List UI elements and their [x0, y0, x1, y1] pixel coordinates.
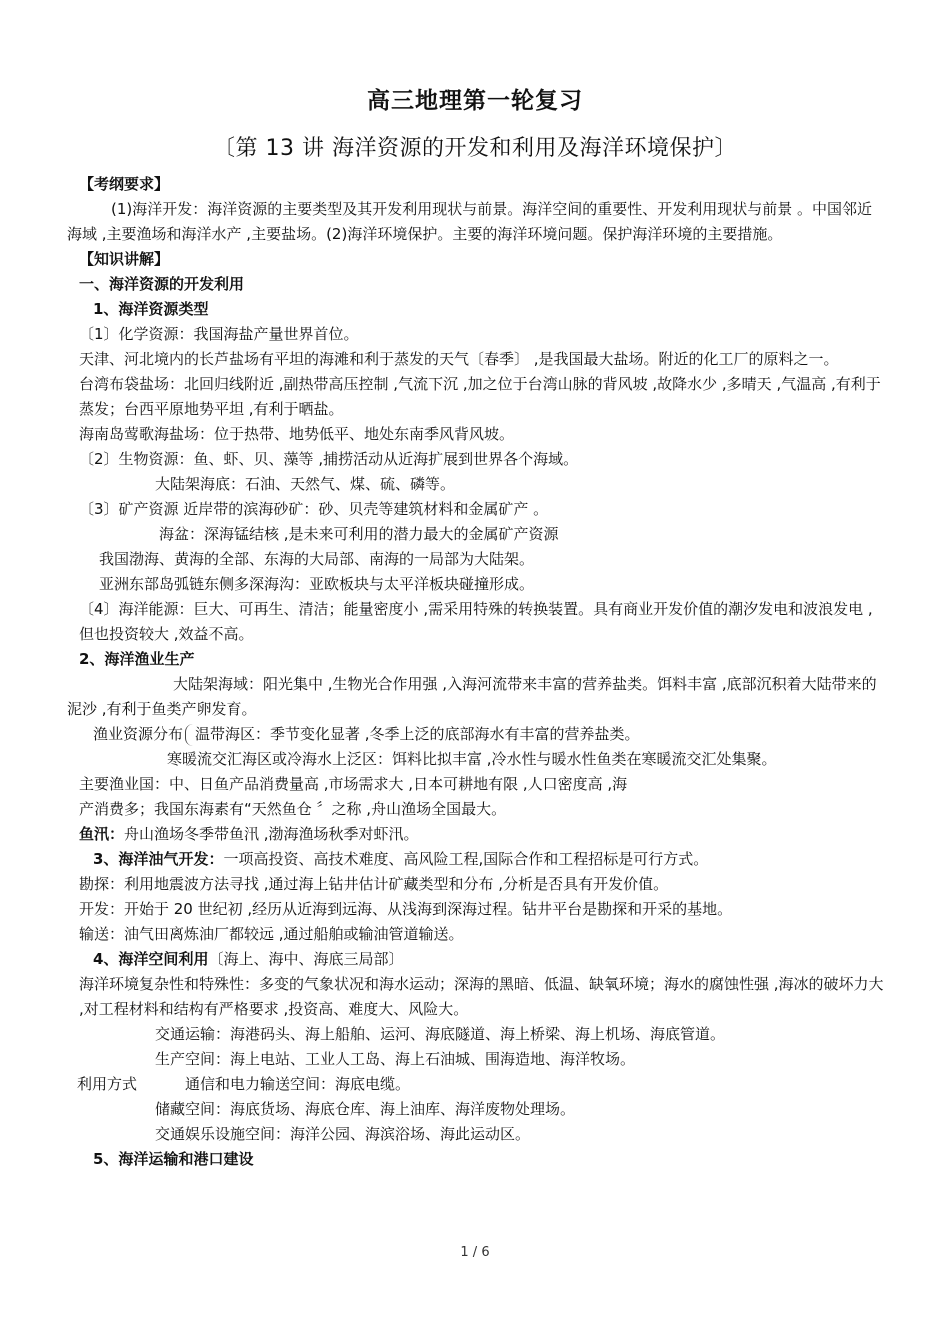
- use-methods-block: [67, 1022, 885, 1147]
- subsection-5-heading: 5、海洋运输和港口建设: [93, 1150, 254, 1168]
- fish-country-1: 主要渔业国：中、日鱼产品消费量高 ,市场需求大 ,日本可耕地有限 ,人口密度高 ,海: [79, 775, 628, 793]
- subsection-3-row: [67, 847, 885, 872]
- bio-resources: 〔2〕生物资源：鱼、虾、贝、藻等 ,捕捞活动从近海扩展到世界各个海域。: [79, 450, 579, 468]
- subsection-3-heading: 3、海洋油气开发：: [93, 850, 224, 868]
- use-comm: 通信和电力输送空间：海底电缆。: [185, 1075, 411, 1093]
- subsection-2-heading: 2、海洋渔业生产: [79, 650, 195, 668]
- page-number: 1 / 6: [460, 1245, 490, 1260]
- oil-transport: 输送：油气田离炼油厂都较远 ,通过船舶或输油管道输送。: [79, 925, 464, 943]
- exam-req-heading: 【考纲要求】: [79, 175, 170, 193]
- subsection-4-row: [67, 947, 885, 972]
- doc-body: [67, 172, 885, 1172]
- fish-shelf: 大陆架海域：阳光集中 ,生物光合作用强 ,入海河流带来丰富的营养盐类。饵料丰富 ,底部沉积着大陆带来的泥沙 ,有利于鱼类产卵发育。: [67, 675, 877, 718]
- space-environment: 海洋环境复杂性和特殊性：多变的气象状况和海水运动；深海的黑暗、低温、缺氧环境；海水的腐蚀性强 ,海冰的破坏力大 ,对工程材料和结构有严格要求 ,投资高、难度大、风险大。: [79, 975, 884, 1018]
- mineral-resources: 〔3〕矿产资源 近岸带的滨海砂矿：砂、贝壳等建筑材料和金属矿产 。: [79, 500, 549, 518]
- fish-season-row: [67, 822, 885, 847]
- fish-temperate-row: [67, 722, 885, 747]
- china-shelf: 我国渤海、黄海的全部、东海的大局部、南海的一局部为大陆架。: [99, 550, 535, 568]
- use-traffic: 交通运输：海港码头、海上船舶、运河、海底隧道、海上桥梁、海上机场、海底管道。: [155, 1025, 726, 1043]
- subsection-3-text: 一项高投资、高技术难度、高风险工程,国际合作和工程招标是可行方式。: [223, 850, 709, 868]
- fish-current: 寒暖流交汇海区或冷海水上泛区：饵料比拟丰富 ,冷水性与暖水性鱼类在寒暖流交汇处集聚。: [167, 750, 777, 768]
- chem-changlu: 天津、河北境内的长芦盐场有平坦的海滩和利于蒸发的天气〔春季〕 ,是我国最大盐场。附近的化工厂的原料之一。: [79, 350, 839, 368]
- oil-survey: 勘探：利用地震波方法寻找 ,通过海上钻井估计矿藏类型和分布 ,分析是否具有开发价值。: [79, 875, 669, 893]
- chem-yingge: 海南岛莺歌海盐场：位于热带、地势低平、地处东南季风背风坡。: [79, 425, 515, 443]
- doc-subtitle: 〔第 13 讲 海洋资源的开发和利用及海洋环境保护〕: [213, 136, 737, 161]
- chem-budai: 台湾布袋盐场：北回归线附近 ,副热带高压控制 ,气流下沉 ,加之位于台湾山脉的背风坡 ,故降水少 ,多晴天 ,气温高 ,有利于蒸发；台西平原地势平坦 ,有利于晒盐。: [79, 375, 881, 418]
- oil-develop: 开发：开始于 20 世纪初 ,经历从近海到远海、从浅海到深海过程。钻井平台是勘探和开采的基地。: [79, 900, 733, 918]
- ocean-energy: 〔4〕海洋能源：巨大、可再生、清洁；能量密度小 ,需采用特殊的转换装置。具有商业开发价值的潮汐发电和波浪发电 ,但也投资较大 ,效益不高。: [79, 600, 873, 643]
- brace-icon: [185, 724, 194, 746]
- doc-title: 高三地理第一轮复习: [367, 88, 583, 114]
- exam-req-text: (1)海洋开发：海洋资源的主要类型及其开发利用现状与前景。海洋空间的重要性、开发利用现状与前景 。中国邻近海域 ,主要渔场和海洋水产 ,主要盐场。(2)海洋环境保护。主要的海洋环境问题。保护海洋环境的主要措施。: [67, 200, 873, 243]
- shelf-floor: 大陆架海底：石油、天然气、煤、硫、磷等。: [155, 475, 456, 493]
- ocean-trench: 亚洲东部岛弧链东侧多深海沟：亚欧板块与太平洋板块碰撞形成。: [99, 575, 535, 593]
- subsection-4-heading: 4、海洋空间利用: [93, 950, 209, 968]
- subsection-1-heading: 1、海洋资源类型: [93, 300, 209, 318]
- fish-country-2: 产消费多；我国东海素有“天然鱼仓 〞之称 ,舟山渔场全国最大。: [79, 800, 507, 818]
- section-1-heading: 一、海洋资源的开发利用: [79, 275, 245, 293]
- fish-season: 舟山渔场冬季带鱼汛 ,渤海渔场秋季对虾汛。: [124, 825, 419, 843]
- chem-title: 〔1〕化学资源：我国海盐产量世界首位。: [79, 325, 359, 343]
- subsection-4-text: 〔海上、海中、海底三局部〕: [208, 950, 404, 968]
- fish-season-label: 鱼汛：: [79, 825, 125, 843]
- use-storage: 储藏空间：海底货场、海底仓库、海上油库、海洋废物处理场。: [155, 1100, 576, 1118]
- knowledge-heading: 【知识讲解】: [79, 250, 170, 268]
- use-leisure: 交通娱乐设施空间：海洋公园、海滨浴场、海此运动区。: [155, 1125, 531, 1143]
- fish-distribution-label: 渔业资源分布: [93, 725, 184, 743]
- use-methods-label: 利用方式: [77, 1075, 138, 1093]
- fish-temperate: 温带海区：季节变化显著 ,冬季上泛的底部海水有丰富的营养盐类。: [195, 725, 640, 743]
- use-production: 生产空间：海上电站、工业人工岛、海上石油城、围海造地、海洋牧场。: [155, 1050, 636, 1068]
- ocean-basin: 海盆：深海锰结核 ,是未来可利用的潜力最大的金属矿产资源: [159, 525, 559, 543]
